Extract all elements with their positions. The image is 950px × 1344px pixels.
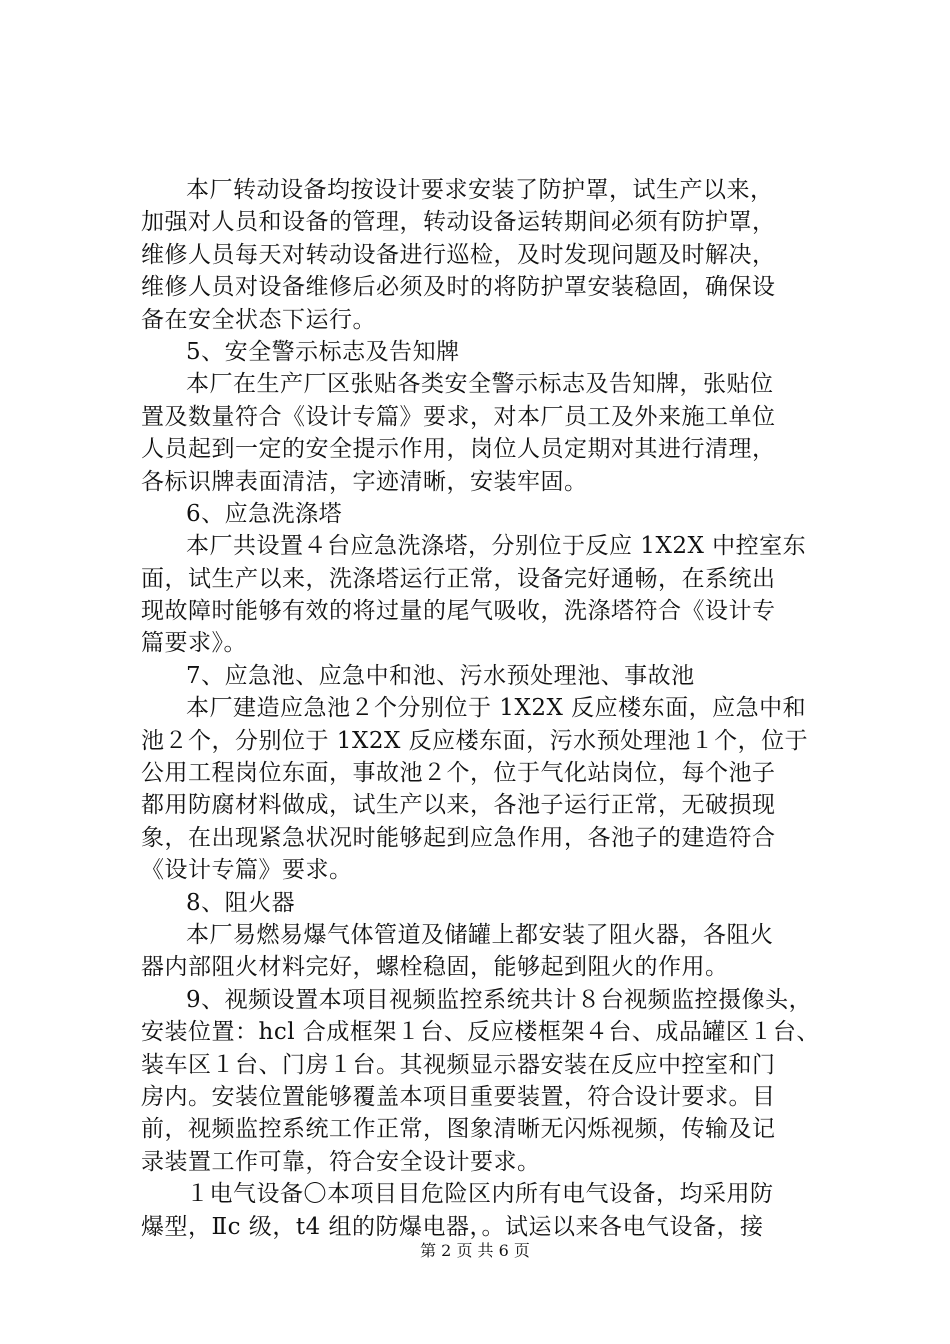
text-line: 本厂易燃易爆气体管道及储罐上都安装了阻火器，各阻火 bbox=[186, 921, 774, 948]
text-line: 7、应急池、应急中和池、污水预处理池、事故池 bbox=[186, 662, 695, 689]
text-line: 本厂共设置４台应急洗涤塔，分别位于反应 1X2X 中控室东 bbox=[186, 533, 807, 560]
text-line: 器内部阻火材料完好，螺栓稳固，能够起到阻火的作用。 bbox=[141, 954, 729, 981]
text-line: 本厂在生产厂区张贴各类安全警示标志及告知牌，张贴位 bbox=[186, 371, 774, 398]
text-line: 5、安全警示标志及告知牌 bbox=[186, 338, 460, 365]
text-line: 面，试生产以来，洗涤塔运行正常，设备完好通畅，在系统出 bbox=[141, 565, 776, 592]
text-line: 公用工程岗位东面，事故池２个，位于气化站岗位，每个池子 bbox=[141, 760, 776, 787]
text-line: 本厂转动设备均按设计要求安装了防护罩，试生产以来， bbox=[186, 177, 774, 203]
text-line: 6、应急洗涤塔 bbox=[186, 500, 343, 527]
text-line: 装车区１台、门房１台。其视频显示器安装在反应中控室和门 bbox=[141, 1051, 776, 1078]
text-line: 安装位置：hcl 合成框架１台、反应楼框架４台、成品罐区１台、 bbox=[141, 1019, 820, 1046]
text-line: 8、阻火器 bbox=[186, 889, 296, 916]
text-line: 篇要求》。 bbox=[141, 630, 247, 657]
text-line: 房内。安装位置能够覆盖本项目重要装置，符合设计要求。目 bbox=[141, 1083, 776, 1110]
text-line: 爆型，Ⅱc 级，t4 组的防爆电器，。试运以来各电气设备，接 bbox=[141, 1213, 764, 1240]
text-line: １电气设备〇本项目目危险区内所有电气设备，均采用防 bbox=[186, 1181, 774, 1208]
text-line: 维修人员对设备维修后必须及时的将防护罩安装稳固，确保设 bbox=[141, 274, 776, 301]
text-line: 各标识牌表面清洁，字迹清晰，安装牢固。 bbox=[141, 468, 588, 495]
text-line: 都用防腐材料做成，试生产以来，各池子运行正常，无破损现 bbox=[141, 792, 776, 819]
text-line: 备在安全状态下运行。 bbox=[141, 306, 376, 333]
text-line: 加强对人员和设备的管理，转动设备运转期间必须有防护罩， bbox=[141, 209, 776, 236]
text-line: 9、视频设置本项目视频监控系统共计８台视频监控摄像头， bbox=[186, 986, 813, 1013]
text-line: 人员起到一定的安全提示作用，岗位人员定期对其进行清理， bbox=[141, 436, 776, 463]
text-line: 录装置工作可靠，符合安全设计要求。 bbox=[141, 1148, 541, 1175]
text-line: 池２个，分别位于 1X2X 反应楼东面，污水预处理池１个，位于 bbox=[141, 727, 809, 754]
text-line: 置及数量符合《设计专篇》要求，对本厂员工及外来施工单位 bbox=[141, 403, 776, 430]
text-line: 本厂建造应急池２个分别位于 1X2X 反应楼东面，应急中和 bbox=[186, 695, 807, 722]
text-line: 《设计专篇》要求。 bbox=[141, 857, 353, 884]
text-line: 维修人员每天对转动设备进行巡检，及时发现问题及时解决， bbox=[141, 241, 776, 268]
document-body bbox=[141, 174, 841, 1243]
text-line: 前，视频监控系统工作正常，图象清晰无闪烁视频，传输及记 bbox=[141, 1116, 776, 1143]
text-line: 象，在出现紧急状况时能够起到应急作用，各池子的建造符合 bbox=[141, 824, 776, 851]
text-line: 现故障时能够有效的将过量的尾气吸收，洗涤塔符合《设计专 bbox=[141, 598, 776, 625]
page-footer: 第 2 页 共 6 页 bbox=[420, 1241, 530, 1260]
